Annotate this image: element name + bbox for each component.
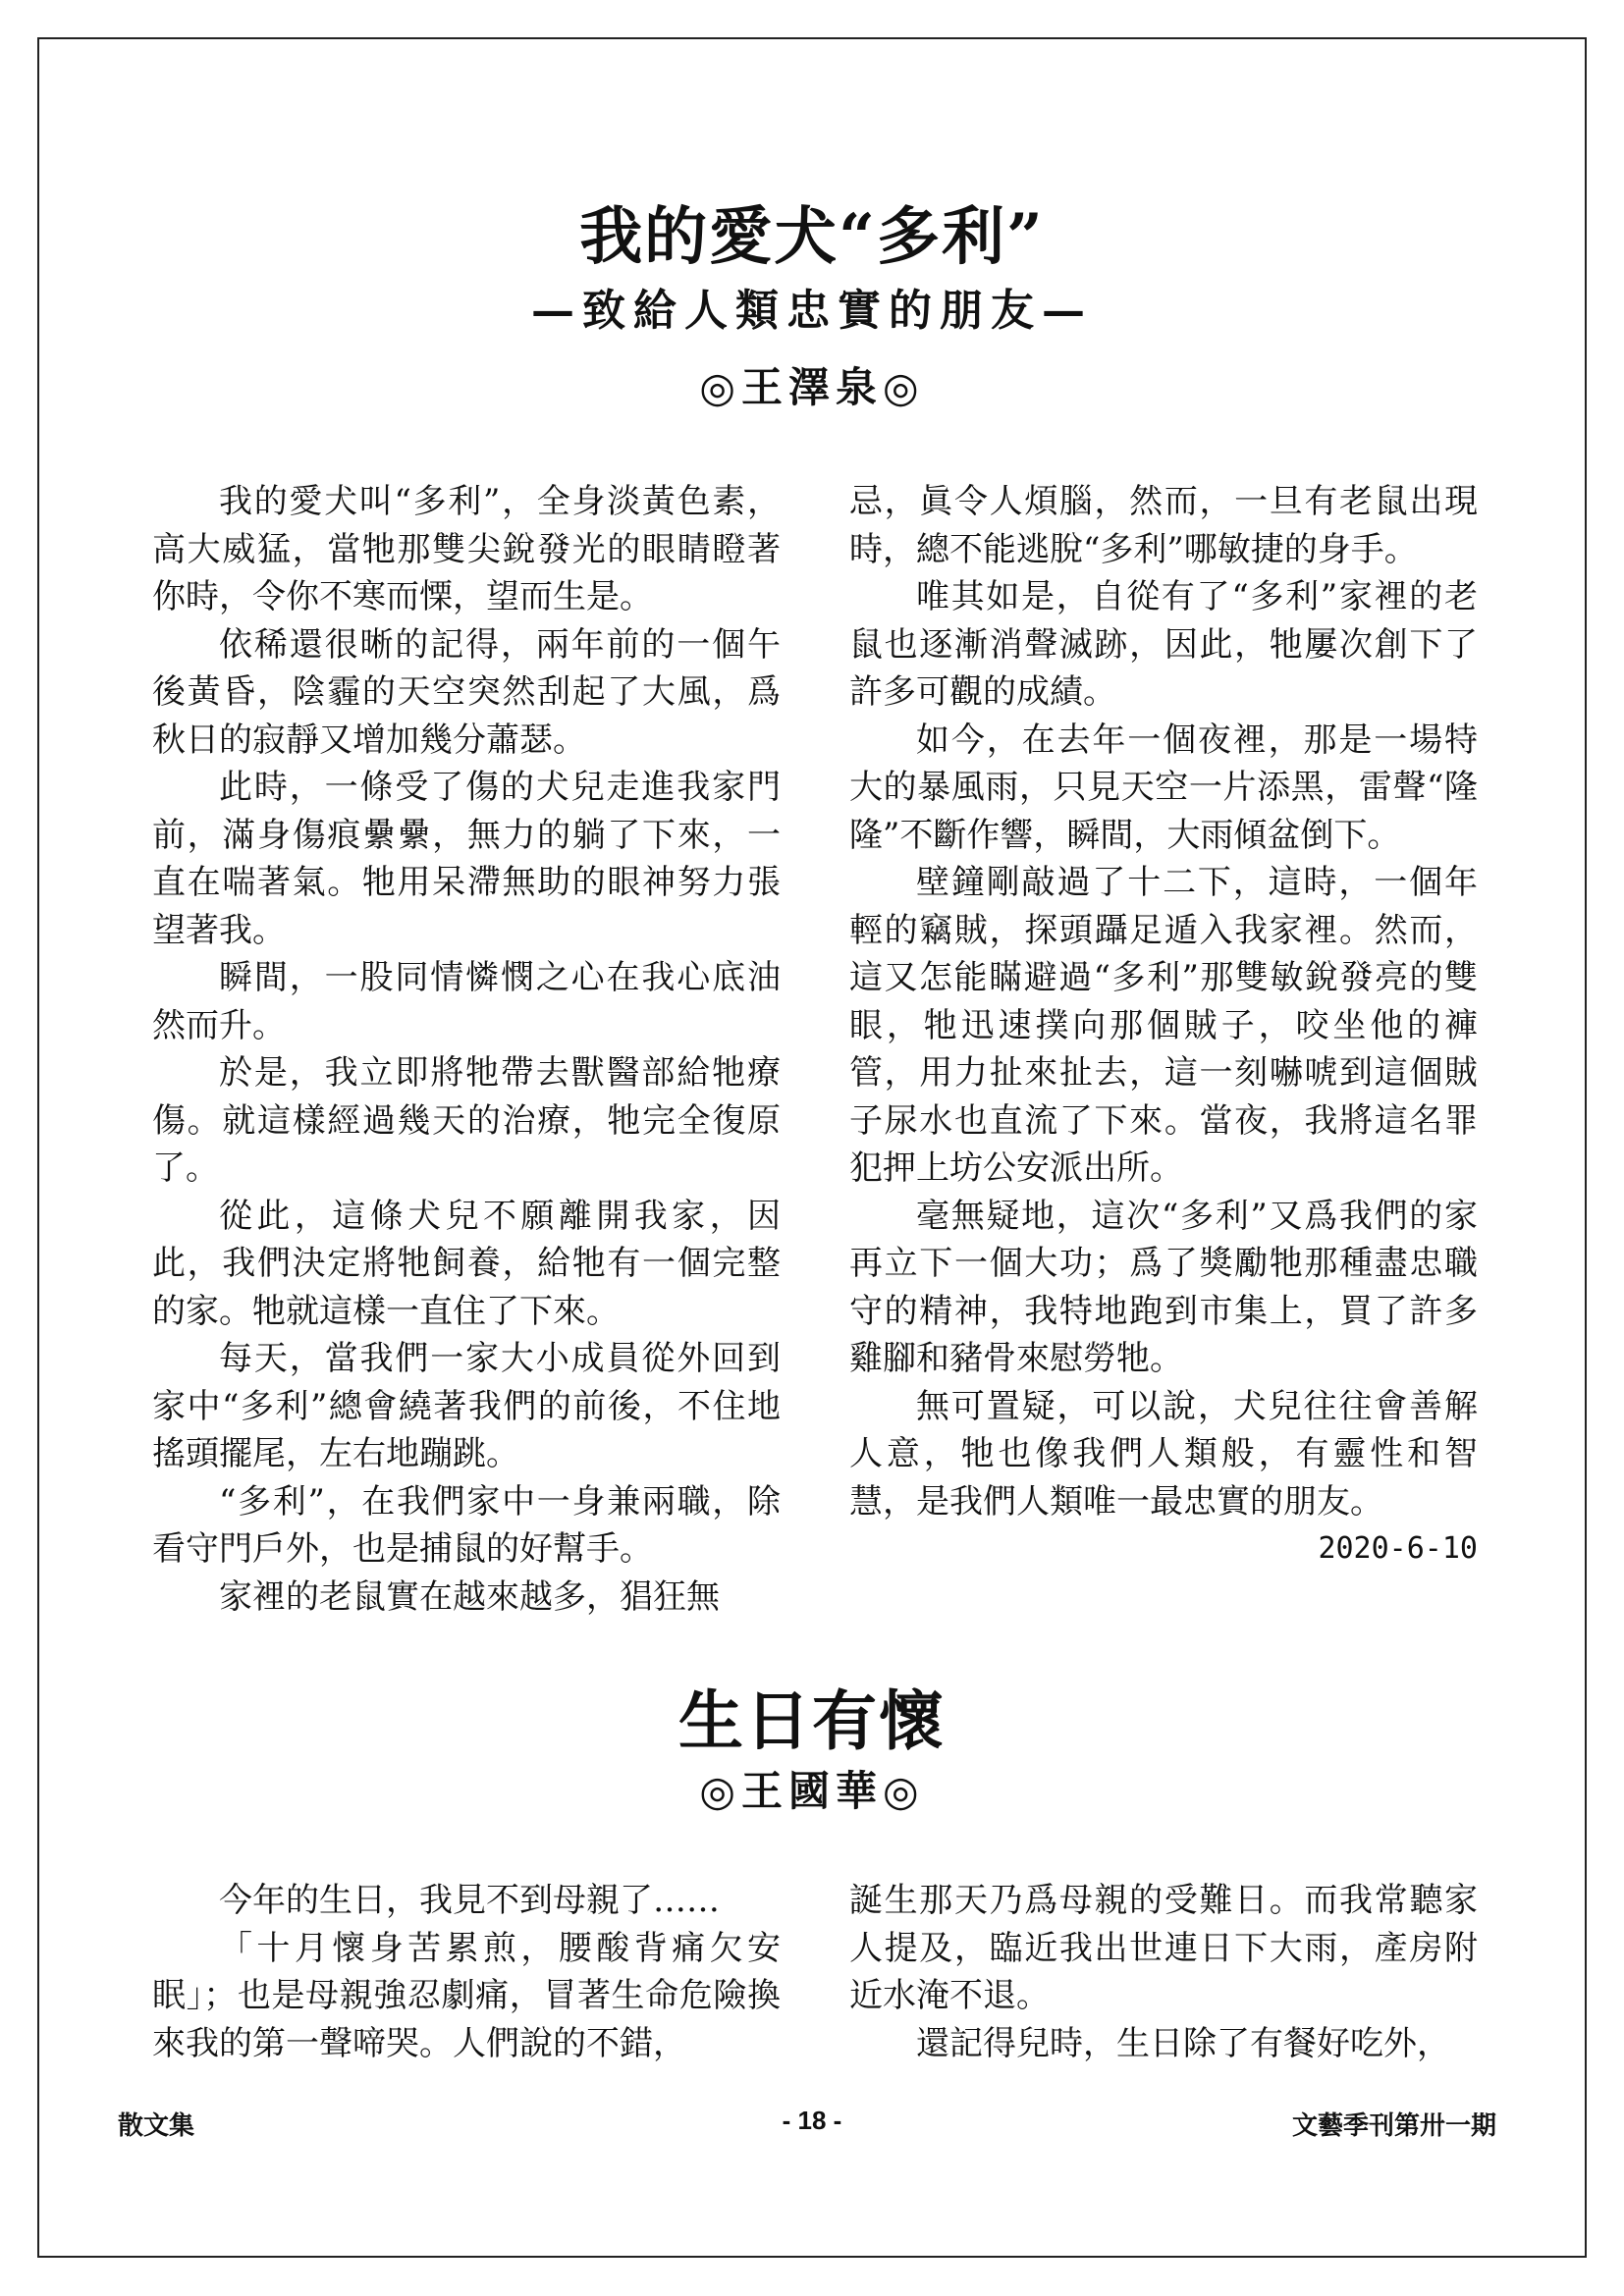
paragraph: 從此，這條犬兒不願離開我家，因此，我們決定將牠飼養，給牠有一個完整的家。牠就這樣一直住了下來。 bbox=[152, 1196, 781, 1331]
paragraph: 依稀還很晰的記得，兩年前的一個午後黃昏，陰霾的天空突然刮起了大風，爲秋日的寂靜又增加幾分蕭瑟。 bbox=[152, 624, 781, 760]
paragraph: 「十月懷身苦累煎，腰酸背痛欠安眠」；也是母親強忍劇痛，冒著生命危險換來我的第一聲啼哭。人們說的不錯， bbox=[152, 1928, 781, 2063]
paragraph: 每天，當我們一家大小成員從外回到家中“多利”總會繞著我們的前後，不住地搖頭擺尾，左右地蹦跳。 bbox=[152, 1339, 781, 1473]
paragraph: 無可置疑，可以說，犬兒往往會善解人意，牠也像我們人類般，有靈性和智慧，是我們人類唯一最忠實的朋友。 bbox=[849, 1386, 1478, 1522]
paragraph: 壁鐘剛敲過了十二下，這時，一個年輕的竊賊，探頭躡足遁入我家裡。然而，這又怎能瞞避過“多利”那雙敏銳發亮的雙眼，牠迅速撲向那個賊子，咬坐他的褲管，用力扯來扯去，這一刻嚇唬到這個賊子尿水也直流了下來。當夜，我將這名罪犯押上坊公安派出所。 bbox=[849, 863, 1478, 1188]
paragraph: 此時，一條受了傷的犬兒走進我家門前，滿身傷痕纍纍，無力的躺了下來，一直在喘著氣。牠用呆滯無助的眼神努力張望著我。 bbox=[152, 768, 781, 950]
paragraph: 今年的生日，我見不到母親了…… bbox=[219, 1881, 720, 1920]
paragraph: 唯其如是，自從有了“多利”家裡的老鼠也逐漸消聲滅跡，因此，牠屢次創下了許多可觀的成績。 bbox=[849, 577, 1478, 712]
footer-publication: 文藝季刊第卅一期 bbox=[1291, 2110, 1496, 2140]
paragraph: “多利”，在我們家中一身兼兩職，除看守門戶外，也是捕鼠的好幫手。 bbox=[152, 1481, 781, 1569]
article1-title: 我的愛犬“多利” bbox=[579, 200, 1045, 274]
article1-subtitle: —致給人類忠實的朋友— bbox=[531, 286, 1093, 336]
paragraph: 我的愛犬叫“多利”，全身淡黃色素，高大威猛，當牠那雙尖銳發光的眼睛瞪著你時，令你不寒而慄，望而生是。 bbox=[152, 482, 781, 616]
article2-title: 生日有懷 bbox=[678, 1682, 946, 1759]
article2-column-left bbox=[152, 1877, 781, 2067]
paragraph: 於是，我立即將牠帶去獸醫部給牠療傷。就這樣經過幾天的治療，牠完全復原了。 bbox=[152, 1053, 781, 1188]
paragraph-continued: 忌，眞令人煩腦，然而，一旦有老鼠出現時，總不能逃脫“多利”哪敏捷的身手。 bbox=[849, 482, 1478, 569]
article2-author: ◎王國華◎ bbox=[699, 1767, 925, 1815]
paragraph: 瞬間，一股同情憐憫之心在我心底油然而升。 bbox=[152, 958, 781, 1045]
paragraph: 毫無疑地，這次“多利”又爲我們的家再立下一個大功；爲了獎勵牠那種盡忠職守的精神，我特地跑到市集上，買了許多雞腳和豬骨來慰勞牠。 bbox=[849, 1196, 1478, 1378]
paragraph: 如今，在去年一個夜裡，那是一場特大的暴風雨，只見天空一片添黑，雷聲“隆隆”不斷作響，瞬間，大雨傾盆倒下。 bbox=[849, 720, 1478, 855]
footer-page-number: - 18 - bbox=[782, 2106, 842, 2135]
paragraph: 還記得兒時，生日除了有餐好吃外， bbox=[916, 2023, 1450, 2063]
article2-column-right bbox=[849, 1877, 1478, 2067]
article1-date: 2020-6-10 bbox=[1318, 1531, 1478, 1566]
paragraph-continued: 誕生那天乃爲母親的受難日。而我常聽家人提及，臨近我出世連日下大雨，產房附近水淹不退。 bbox=[849, 1881, 1478, 2015]
article1-column-right bbox=[849, 478, 1478, 1574]
article1-column-left bbox=[152, 478, 781, 1621]
footer-section-name: 散文集 bbox=[118, 2110, 195, 2140]
article1-author: ◎王澤泉◎ bbox=[699, 363, 925, 411]
paragraph: 家裡的老鼠實在越來越多，猖狂無 bbox=[219, 1576, 720, 1617]
